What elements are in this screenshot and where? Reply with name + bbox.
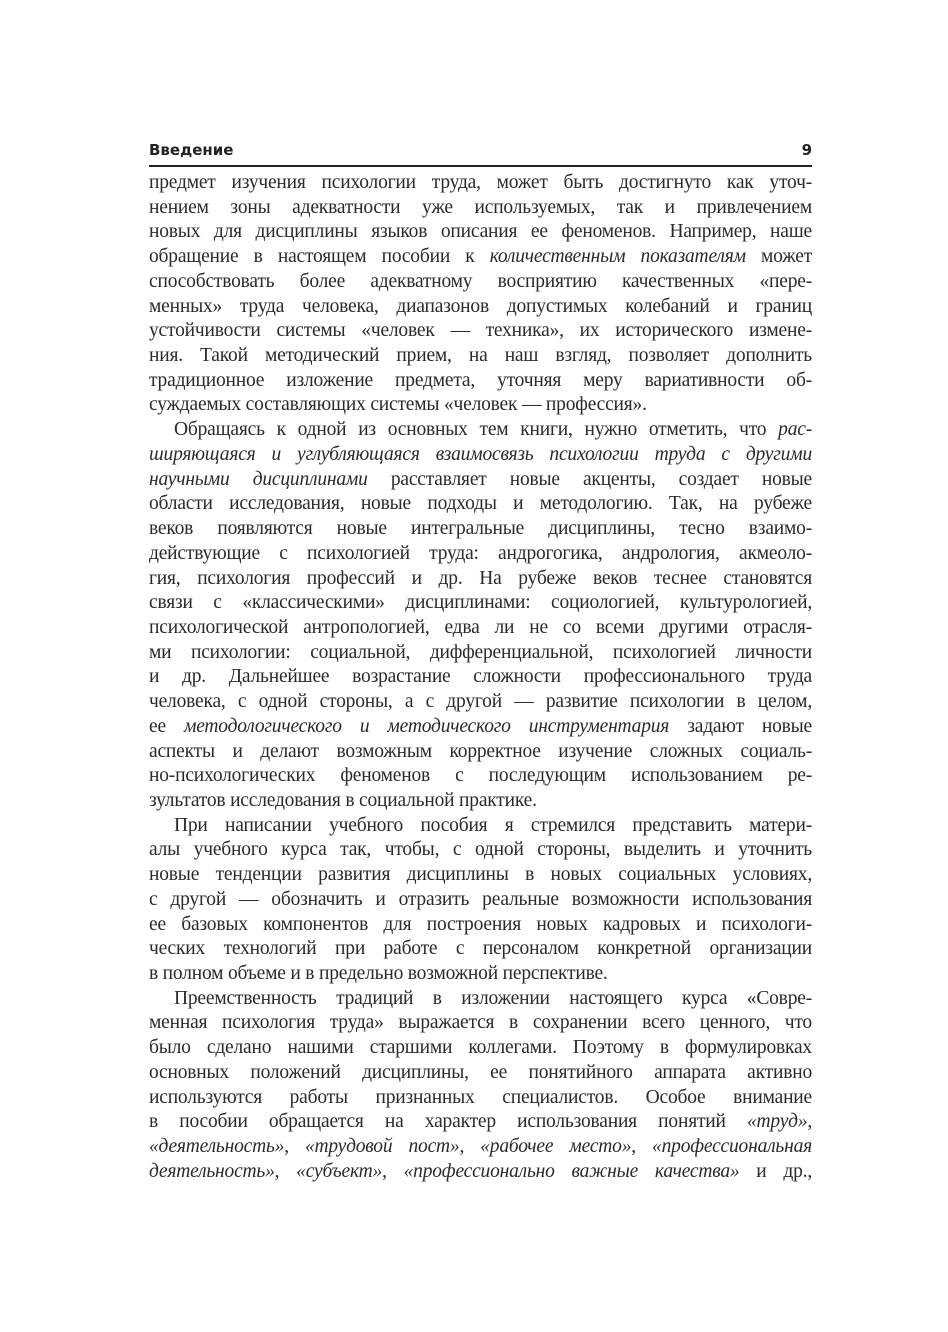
text-line [149, 641, 812, 666]
italic-text: методологического и методического инструментария [183, 715, 670, 737]
italic-text: деятельность» [149, 1160, 275, 1182]
running-title: Введение [149, 141, 234, 159]
text-segment: , [274, 1160, 297, 1182]
text-segment: При написании учебного пособия я стремился представить матери- [174, 814, 812, 836]
text-line [149, 1086, 812, 1111]
text-segment: способствовать более адекватному восприятию качественных «пере- [149, 270, 812, 292]
text-segment: в пособии обращается на характер использования понятий [149, 1111, 747, 1133]
text-segment: человека, с одной стороны, а с другой — развитие психологии в целом, [149, 691, 812, 713]
text-line [149, 393, 812, 418]
text-segment: основных положений дисциплины, ее понятийного аппарата активно [149, 1061, 812, 1083]
italic-text: ширяющаяся и углубляющаяся взаимосвязь психологии труда с другими [149, 443, 812, 465]
italic-text: «профессиональная [652, 1136, 812, 1158]
text-segment: но-психологических феноменов с последующим использованием ре- [149, 765, 812, 787]
text-line [149, 418, 812, 443]
text-segment: традиционное изложение предмета, уточняя меру вариативности об- [149, 369, 812, 391]
text-segment: ее базовых компонентов для построения новых кадровых и психологи- [149, 913, 812, 935]
text-line [149, 369, 812, 394]
text-segment: , [382, 1160, 404, 1182]
text-segment: и др., [739, 1160, 812, 1182]
text-line [149, 171, 812, 196]
italic-text: научными дисциплинами [149, 468, 368, 490]
text-line [149, 740, 812, 765]
text-segment: в полном объеме и в предельно возможной перспективе. [149, 963, 608, 984]
text-segment: веков появляются новые интегральные дисциплины, тесно взаимо- [149, 518, 812, 540]
text-segment: аспекты и делают возможным корректное изучение сложных социаль- [149, 740, 812, 762]
text-line [149, 888, 812, 913]
text-segment: , [807, 1111, 812, 1133]
text-segment: и др. Дальнейшее возрастание сложности профессионального труда [149, 666, 812, 688]
body-text [149, 171, 812, 1184]
text-line [149, 1061, 812, 1086]
italic-text: рас- [778, 419, 812, 441]
text-segment: ческих технологий при работе с персоналом конкретной организации [149, 938, 812, 960]
text-line [149, 838, 812, 863]
text-segment: используются работы признанных специалистов. Особое внимание [149, 1086, 812, 1108]
text-line [149, 567, 812, 592]
text-segment: , [459, 1136, 481, 1158]
text-line [149, 690, 812, 715]
text-line [149, 1011, 812, 1036]
text-line [149, 987, 812, 1012]
text-segment: новых для дисциплины языков описания ее феноменов. Например, наше [149, 221, 812, 243]
text-line [149, 937, 812, 962]
italic-text: «деятельность» [149, 1136, 285, 1158]
text-line [149, 715, 812, 740]
text-line [149, 1160, 812, 1185]
italic-text: количественным показателям [489, 246, 746, 268]
text-line [149, 344, 812, 369]
text-line [149, 468, 812, 493]
text-line [149, 962, 812, 987]
text-segment: действующие с психологией труда: андрогогика, андрология, акмеоло- [149, 542, 812, 564]
text-line [149, 245, 812, 270]
text-line [149, 789, 812, 814]
text-segment: психологической антропологией, едва ли не со всеми другими отрасля- [149, 616, 812, 638]
text-segment: суждаемых составляющих системы «человек — профессия». [149, 394, 647, 416]
italic-text: «рабочее место» [480, 1136, 632, 1158]
text-segment: ее [149, 715, 184, 737]
text-line [149, 913, 812, 938]
text-line [149, 814, 812, 839]
text-segment: устойчивости системы «человек — техника», их исторического измене- [149, 320, 812, 342]
text-line [149, 542, 812, 567]
italic-text: «субъект» [296, 1160, 383, 1182]
text-line [149, 764, 812, 789]
text-line [149, 443, 812, 468]
text-line [149, 1135, 812, 1160]
text-line [149, 591, 812, 616]
italic-text: «трудовой пост» [304, 1136, 460, 1158]
text-line [149, 517, 812, 542]
text-segment: , [284, 1136, 305, 1158]
text-segment: было сделано нашими старшими коллегами. Поэтому в формулировках [149, 1037, 812, 1059]
page-number: 9 [801, 141, 812, 159]
text-segment: менных» труда человека, диапазонов допустимых колебаний и границ [149, 295, 812, 317]
running-header [149, 141, 812, 167]
text-line [149, 270, 812, 295]
text-segment: предмет изучения психологии труда, может быть достигнуто как уточ- [149, 172, 812, 193]
text-segment: алы учебного курса так, чтобы, с одной стороны, выделить и уточнить [149, 839, 812, 861]
text-segment: задают новые [669, 715, 812, 737]
text-segment: может [745, 246, 812, 268]
text-line [149, 220, 812, 245]
text-line [149, 665, 812, 690]
text-segment: Обращаясь к одной из основных тем книги, нужно отметить, что [174, 419, 779, 441]
text-segment: зультатов исследования в социальной практике. [149, 789, 537, 811]
text-segment: новые тенденции развития дисциплины в новых социальных условиях, [149, 864, 812, 886]
text-segment: области исследования, новые подходы и методологию. Так, на рубеже [149, 493, 812, 515]
text-line [149, 295, 812, 320]
text-segment: Преемственность традиций в изложении настоящего курса «Совре- [174, 987, 812, 1009]
text-segment: обращение в настоящем пособии к [149, 246, 490, 268]
text-segment: расставляет новые акценты, создает новые [367, 468, 812, 490]
text-segment: с другой — обозначить и отразить реальные возможности использования [149, 888, 812, 910]
text-segment: гия, психология профессий и др. На рубеже веков теснее становятся [149, 567, 812, 589]
text-segment: ми психологии: социальной, дифференциальной, психологией личности [149, 641, 812, 663]
text-line [149, 1036, 812, 1061]
text-line [149, 1110, 812, 1135]
text-segment: , [631, 1136, 653, 1158]
text-line [149, 863, 812, 888]
text-line [149, 319, 812, 344]
text-line [149, 616, 812, 641]
italic-text: «профессионально важные качества» [403, 1160, 740, 1182]
text-line [149, 196, 812, 221]
text-segment: ния. Такой методический прием, на наш взгляд, позволяет дополнить [149, 345, 812, 367]
text-segment: связи с «классическими» дисциплинами: социологией, культурологией, [149, 592, 812, 614]
italic-text: «труд» [746, 1111, 808, 1133]
text-line [149, 492, 812, 517]
text-segment: нением зоны адекватности уже используемых, так и привлечением [149, 196, 812, 218]
text-segment: менная психология труда» выражается в сохранении всего ценного, что [149, 1012, 812, 1034]
